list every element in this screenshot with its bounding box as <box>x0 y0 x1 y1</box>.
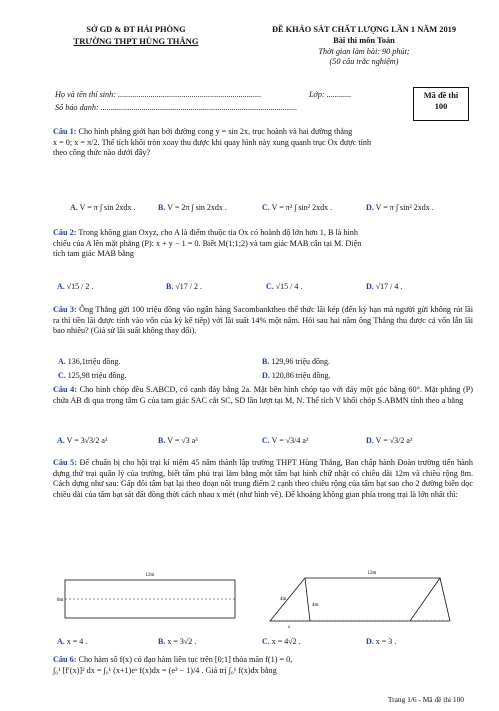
q1-option-c[interactable] <box>262 203 332 213</box>
q2-text1: Trong không gian Oxyz, cho A là điểm thuộc tia Ox có hoành độ lớn hơn 1, B là hình <box>78 228 358 237</box>
tent-right-edge <box>440 578 450 621</box>
q2-text3: tích tam giác MAB bằng <box>53 249 134 258</box>
tarp-width-label: 8m <box>57 598 64 603</box>
q4-option-c-body: V = √3/4 a³ <box>271 436 309 445</box>
q1-text3: theo công thức nào dưới đây? <box>53 148 151 157</box>
q2-text2: chiếu của A lên mặt phẳng (P): x + y − 1 = 0. Biết M(1;1;2) và tam giác MAB cân tại M. Diện <box>53 238 362 248</box>
q5-option-d-key: D. <box>366 637 374 646</box>
question-2 <box>53 228 473 260</box>
exam-code-value: 100 <box>434 101 448 111</box>
exam-time: Thời gian làm bài: 90 phút; <box>318 46 410 56</box>
q3-option-a-body: 136,1triệu đồng. <box>67 357 121 366</box>
q1-option-c-key: C. <box>262 203 270 212</box>
tarp-length-label: 12m <box>145 573 155 578</box>
page-footer: Trang 1/6 - Mã đề thi 100 <box>387 695 464 704</box>
header-right <box>246 25 482 68</box>
q3-option-a[interactable] <box>58 357 120 367</box>
q2-option-b-key: B. <box>166 282 174 291</box>
student-name-line: Họ và tên thí sinh: ...................................................................... <box>55 90 262 99</box>
student-class-line: Lớp: ............ <box>309 90 352 99</box>
q5-option-a-body: x = 4 . <box>66 637 88 646</box>
tent-x-label: x <box>288 625 291 630</box>
q5-option-a[interactable] <box>57 637 87 647</box>
question-3 <box>53 305 473 337</box>
exam-code-box <box>413 87 469 121</box>
q1-option-d[interactable] <box>366 203 434 213</box>
q2-option-a[interactable] <box>57 282 93 292</box>
q2-option-b-body: √17 / 2 . <box>175 282 202 291</box>
q3-option-b-key: B. <box>262 357 270 366</box>
q5-option-b-key: B. <box>158 637 166 646</box>
q1-text1: Cho hình phẳng giới hạn bởi đường cong y = sin 2x, trục hoành và hai đường thẳng <box>78 127 353 136</box>
q1-option-a-body: V = π ∫ sin 2xdx . <box>79 203 136 212</box>
q3-option-b[interactable] <box>262 357 330 367</box>
q4-text: Cho hình chóp đều S.ABCD, có cạnh đáy bằng 2a. Mặt bên hình chóp tạo với đáy một góc bằng 60°. Mặt phẳng (P) chứa AB đi qua trọng tâm G của tam giác SAC cắt SC, SD lần lượt tại M, N. Thể tích V khối chóp S.ABMN tính theo a bằng <box>53 385 473 405</box>
student-id-line: Số báo danh: ................................................................................................ <box>55 103 298 112</box>
tent-length-label: 12m <box>367 571 377 576</box>
q3-label: Câu 3: <box>53 305 77 314</box>
question-5 <box>53 458 473 500</box>
q4-label: Câu 4: <box>53 385 77 394</box>
q1-option-d-key: D. <box>366 203 374 212</box>
exam-title: ĐỀ KHẢO SÁT CHẤT LƯỢNG LẦN 1 NĂM 2019 <box>271 25 457 34</box>
q4-option-c-key: C. <box>262 436 270 445</box>
tent-front-face <box>270 578 440 621</box>
tent-back-edge <box>305 578 310 621</box>
q4-option-a-body: V = 3√3/2 a³ <box>66 436 108 445</box>
exam-count: (50 câu trắc nghiệm) <box>329 57 399 66</box>
q1-option-a[interactable] <box>70 203 135 213</box>
q1-label: Câu 1: <box>53 127 77 136</box>
q4-option-a-key: A. <box>57 436 65 445</box>
q1-option-d-body: V = π ∫ sin² 2xdx . <box>375 203 434 212</box>
q4-option-b[interactable] <box>158 436 198 446</box>
q4-option-a[interactable] <box>57 436 107 446</box>
q2-option-d-key: D. <box>366 282 374 291</box>
q2-option-a-key: A. <box>57 282 65 291</box>
q2-option-d[interactable] <box>366 282 402 292</box>
school-name: TRƯỜNG THPT HÙNG THẮNG <box>73 35 199 46</box>
q2-option-d-body: √17 / 4 . <box>375 282 403 291</box>
q6-text2: ∫₀¹ [f′(x)]² dx = ∫₀¹ (x+1)eˣ f(x)dx = (e² − 1)/4 . Giá trị ∫₀¹ f(x)dx bằng <box>53 665 277 675</box>
q1-option-a-key: A. <box>70 203 78 212</box>
q5-option-c-body: x = 4√2 . <box>271 637 301 646</box>
q2-option-b[interactable] <box>166 282 202 292</box>
q3-option-c[interactable] <box>58 371 126 381</box>
exam-code-label: Mã đề thi <box>423 91 459 100</box>
q2-option-c-body: √15 / 4 . <box>275 282 303 291</box>
q5-option-b-body: x = 3√2 . <box>167 637 197 646</box>
q1-option-b-key: B. <box>158 203 166 212</box>
q5-text: Để chuẩn bị cho hội trại kỉ niệm 45 năm thành lập trường THPT Hùng Thắng, Ban chấp hành Đoàn trường tiến hành dựng thử trại quân lý của trường, biết tấm phủ trại làm bằng một tấm bạt hình chữ nhật có chiều dài 12m và chiều rộng 8m. Cách dựng như sau: Gấp đôi tấm bạt lại theo đoạn nối trung điểm 2 cạnh theo chiều rộng của tấm bạt sao cho 2 đường biên dọc chiều dài của tấm bạt sát đất đồng thời cách nhau x mét (như hình vẽ). Để khoảng không gian phía trong trại là lớn nhất thì: <box>53 458 473 499</box>
q2-option-c-key: C. <box>266 282 274 291</box>
q3-text: Ông Thắng gửi 100 triệu đồng vào ngân hàng Sacombanktheo thể thức lãi kép (đến kỳ hạn mà người gửi không rút lãi ra thì tiền lãi được tính vào vốn của kỳ kế tiếp) với lãi suất 14% một năm. Hỏi sau hai năm ông Thắng thu được cả vốn lẫn lãi bao nhiêu? (Giả sử lãi suất không thay đổi). <box>53 305 474 335</box>
q5-option-b[interactable] <box>158 637 196 647</box>
q2-label: Câu 2: <box>53 228 77 237</box>
q3-option-d-body: 120,86 triệu đồng. <box>271 371 331 380</box>
q2-option-c[interactable] <box>266 282 302 292</box>
q4-option-b-key: B. <box>158 436 166 445</box>
q4-option-d-body: V = √3/2 a³ <box>375 436 413 445</box>
q5-option-a-key: A. <box>57 637 65 646</box>
tent-side-label-1: 4m <box>280 597 287 602</box>
q1-option-b-body: V = 2π ∫ sin 2xdx . <box>167 203 227 212</box>
q3-option-c-body: 125,98 triệu đồng. <box>67 371 127 380</box>
q6-label: Câu 6: <box>53 655 77 664</box>
tent-side-label-2: 4m <box>312 603 319 608</box>
q3-option-d-key: D. <box>262 371 270 380</box>
q3-option-c-key: C. <box>58 371 66 380</box>
header-left <box>36 25 236 47</box>
dept-name: SỞ GD & ĐT HẢI PHÒNG <box>86 25 186 34</box>
q6-text1: Cho hàm số f(x) có đạo hàm liên tục trên [0;1] thỏa mãn f(1) = 0, <box>78 655 293 664</box>
q1-option-c-body: V = π² ∫ sin² 2xdx . <box>271 203 333 212</box>
q5-option-d[interactable] <box>366 637 396 647</box>
q3-option-a-key: A. <box>58 357 66 366</box>
q1-text2: x = 0; x = π/2. Thể tích khối tròn xoay thu được khi quay hình này xung quanh trục Ox được tính <box>53 137 372 147</box>
question-1 <box>53 127 473 159</box>
q3-option-d[interactable] <box>262 371 330 381</box>
q5-option-c[interactable] <box>262 637 301 647</box>
q5-figure-flat-tarp <box>55 566 240 626</box>
exam-subject: Bài thi môn Toán <box>333 35 395 45</box>
q4-option-d[interactable] <box>366 436 412 446</box>
q3-option-b-body: 129,96 triệu đồng. <box>271 357 331 366</box>
q4-option-c[interactable] <box>262 436 308 446</box>
question-6 <box>53 655 473 676</box>
q4-option-b-body: V = √3 a³ <box>167 436 198 445</box>
q5-figure-tent <box>250 566 460 630</box>
q2-option-a-body: √15 / 2 . <box>66 282 94 291</box>
question-4 <box>53 385 473 406</box>
q5-label: Câu 5: <box>53 458 77 467</box>
q5-option-d-body: x = 3 . <box>375 637 397 646</box>
q1-option-b[interactable] <box>158 203 227 213</box>
q4-option-d-key: D. <box>366 436 374 445</box>
q5-option-c-key: C. <box>262 637 270 646</box>
